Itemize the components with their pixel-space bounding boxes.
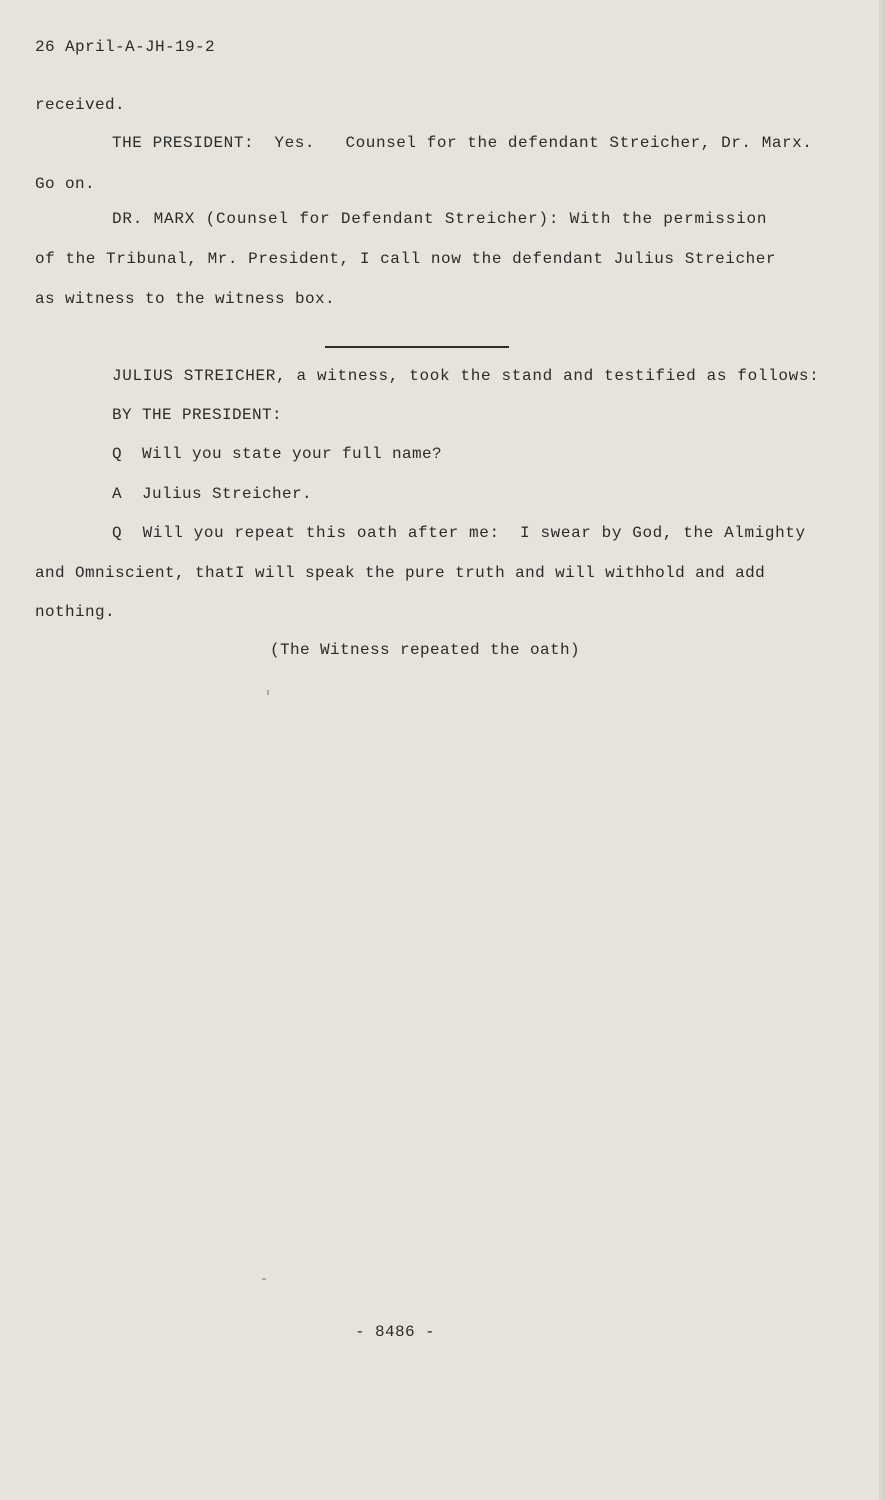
text-line: as witness to the witness box. — [35, 290, 336, 308]
paper-speck — [267, 690, 269, 695]
text-line: nothing. — [35, 603, 116, 621]
text-line: received. — [35, 96, 126, 114]
page-number-footer: - 8486 - — [355, 1323, 436, 1341]
page-edge-shadow — [879, 0, 885, 1500]
section-divider-rule — [325, 346, 509, 348]
paper-speck — [262, 1278, 266, 1280]
page-reference-header: 26 April-A-JH-19-2 — [35, 38, 216, 56]
text-line: A Julius Streicher. — [112, 485, 313, 503]
text-line: Q Will you repeat this oath after me: I swear by God, the Almighty — [112, 524, 806, 542]
text-line: of the Tribunal, Mr. President, I call now the defendant Julius Streicher — [35, 250, 777, 268]
text-line: BY THE PRESIDENT: — [112, 406, 283, 424]
text-line: DR. MARX (Counsel for Defendant Streicher): With the permission — [112, 210, 768, 228]
text-line: Go on. — [35, 175, 96, 193]
text-line: (The Witness repeated the oath) — [270, 641, 581, 659]
text-line: Q Will you state your full name? — [112, 445, 443, 463]
text-line: and Omniscient, thatI will speak the pure truth and will withhold and add — [35, 564, 766, 582]
text-line: JULIUS STREICHER, a witness, took the stand and testified as follows: — [112, 367, 820, 385]
text-line: THE PRESIDENT: Yes. Counsel for the defendant Streicher, Dr. Marx. — [112, 134, 813, 152]
